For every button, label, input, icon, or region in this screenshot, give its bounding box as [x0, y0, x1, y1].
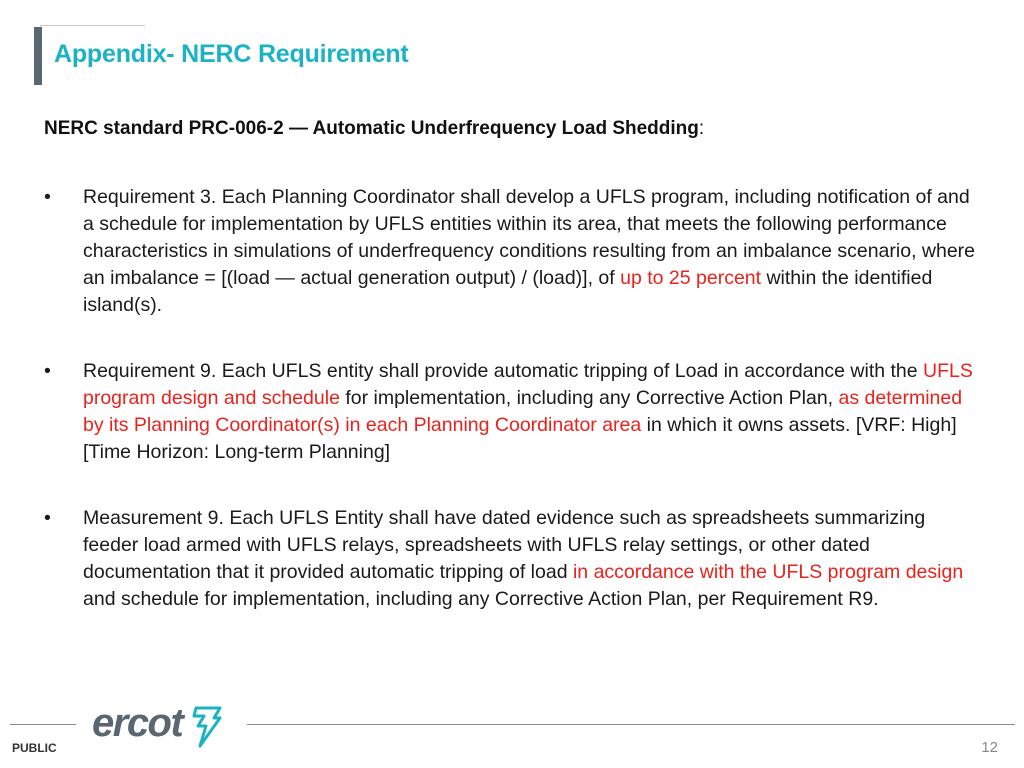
requirement-list: [44, 184, 979, 613]
body-text: in which it owns assets. [VRF: High][Time Horizon: Long-term Planning]: [83, 414, 957, 463]
bullet-marker: •: [44, 360, 51, 382]
highlighted-text: in accordance with the UFLS program design: [572, 561, 964, 583]
ercot-bolt-icon: [190, 704, 224, 750]
body-text: for implementation, including any Corrective Action Plan,: [339, 387, 839, 409]
standard-heading-text: NERC standard PRC-006-2 — Automatic Underfrequency Load Shedding: [44, 118, 699, 139]
highlighted-text: as determined by its Planning Coordinator(s) in each Planning Coordinator area: [83, 387, 963, 436]
body-text: Requirement 9. Each UFLS entity shall provide automatic tripping of Load in accordance with the: [83, 360, 924, 382]
title-accent-bar: [34, 27, 42, 85]
footer-divider-left: [10, 724, 76, 725]
body-text: Requirement 3. Each Planning Coordinator shall develop a UFLS program, including notification of and a schedule for implementation by UFLS entities within its area, that meets the following performance characteristics in simulations of underfrequency conditions resulting from an imbalance scenario, where an imbalance = [(load — actual generation output) / (load)], of: [83, 186, 976, 289]
bullet-marker: •: [44, 507, 51, 529]
ercot-logo: [92, 700, 232, 752]
requirement-item: [44, 184, 979, 319]
requirement-item: [44, 505, 979, 613]
requirement-item: [44, 358, 979, 466]
body-text: within the identified island(s).: [83, 267, 933, 316]
bullet-marker: •: [44, 186, 51, 208]
page-number: 12: [981, 739, 998, 756]
standard-heading: [44, 118, 704, 140]
highlighted-text: UFLS program design and schedule: [83, 360, 973, 409]
logo-wordmark: ercot: [92, 701, 183, 745]
highlighted-text: up to 25 percent: [620, 267, 762, 289]
body-text: Measurement 9. Each UFLS Entity shall have dated evidence such as spreadsheets summarizing feeder load armed with UFLS relays, spreadsheets with UFLS relay settings, or other dated documentation that it provided automatic tripping of load: [83, 507, 926, 583]
footer-divider-right: [247, 724, 1015, 725]
body-text: and schedule for implementation, including any Corrective Action Plan, per Requirement R9.: [83, 588, 879, 610]
page-title: Appendix- NERC Requirement: [54, 40, 409, 68]
standard-heading-colon: :: [698, 118, 705, 139]
classification-label: PUBLIC: [12, 741, 57, 755]
top-rule: [40, 25, 145, 26]
